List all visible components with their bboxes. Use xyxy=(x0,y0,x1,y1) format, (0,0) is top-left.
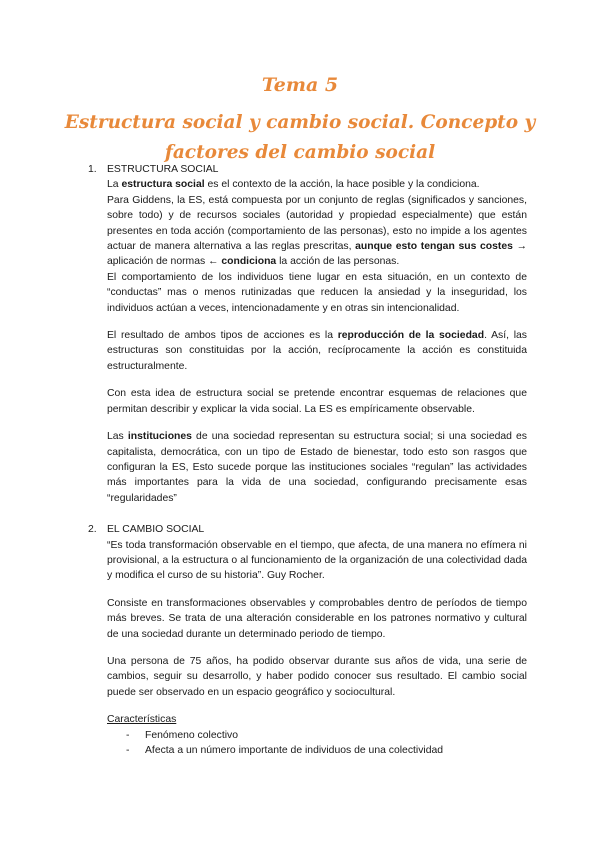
tema-title: Tema 5 xyxy=(261,74,339,96)
section-1-heading xyxy=(90,162,527,177)
paragraph: Las instituciones de una sociedad representan su estructura social; si una sociedad es capitalista, democrática, con un tipo de Estado de bienestar, todo esto son rasgos que configuran la ES, Esto sucede porque las instituciones sociales “regulan” las actividades más importantes para la vida de una sociedad, configurando precisamente esas “regularidades” xyxy=(107,431,528,504)
paragraph: Para Giddens, la ES, está compuesta por un conjunto de reglas (significados y sanciones, sobre todo) y de recursos sociales (autoridad y propiedad especialmente) que están presentes en toda acción (comportamiento de las personas), esto no impide a los agentes actuar de manera alternativa a las reglas prescritas, aunque esto tengan sus costes → aplicación de normas ← condiciona la acción de las personas. xyxy=(107,194,527,268)
section-2-title: EL CAMBIO SOCIAL xyxy=(107,524,205,536)
section-2-number: 2. xyxy=(88,524,97,536)
quote-paragraph: “Es toda transformación observable en el tiempo, que afecta, de una manera no efímera ni provisional, a la estructura o al funcionamiento de la organización de una colectividad dada y modifica el curso de su historia”. Guy Rocher. xyxy=(107,539,527,582)
section-1-title: ESTRUCTURA SOCIAL xyxy=(107,164,219,175)
paragraph: El comportamiento de los individuos tiene lugar en esta situación, en un contexto de “conductas” mas o menos rutinizadas que reducen la ansiedad y la inseguridad, los individuos actúan a veces, intencionadamente y en otras sin intencionalidad. xyxy=(107,271,527,314)
bullet-dash: - xyxy=(126,729,130,741)
characteristics-heading: Características xyxy=(107,714,177,726)
list-item-text: Afecta a un número importante de individuos de una colectividad xyxy=(145,745,444,756)
paragraph: El resultado de ambos tipos de acciones es la reproducción de la sociedad. Así, las estructuras son constituidas por la acción, recíprocamente la acción es constituida estructuralmente. xyxy=(107,330,527,372)
bold-term: aunque esto tengan sus costes xyxy=(355,241,513,253)
bold-term: estructura social xyxy=(121,179,205,191)
list-item-text: Fenómeno colectivo xyxy=(145,729,238,741)
paragraph: Una persona de 75 años, ha podido observar durante sus años de vida, una serie de cambios, seguir su desarrollo, y haber podido conocer sus resultado. El cambio social puede ser observado en un espacio geográfico y sociocultural. xyxy=(107,655,527,698)
bullet-dash: - xyxy=(126,745,130,756)
page-title: Estructura social y cambio social. Concepto y factores del cambio social xyxy=(64,112,536,163)
paragraph: Consiste en transformaciones observables y comprobables dentro de períodos de tiempo más breves. Se trata de una alteración considerable en los patrones normativo y cultural de una sociedad durante un determinado periodo de tiempo. xyxy=(107,597,527,640)
bold-term: condiciona xyxy=(221,256,277,268)
bold-term: instituciones xyxy=(127,431,192,443)
section-1-number: 1. xyxy=(88,164,97,175)
bold-term: reproducción de la sociedad xyxy=(337,330,485,342)
section-2-heading xyxy=(90,522,527,537)
list-item xyxy=(107,743,527,758)
paragraph: Con esta idea de estructura social se pretende encontrar esquemas de relaciones que permitan describir y explicar la vida social. La ES es empíricamente observable. xyxy=(107,388,527,415)
paragraph: La estructura social es el contexto de la acción, la hace posible y la condiciona. xyxy=(107,179,480,191)
document-body xyxy=(90,162,527,758)
list-item xyxy=(107,728,527,743)
